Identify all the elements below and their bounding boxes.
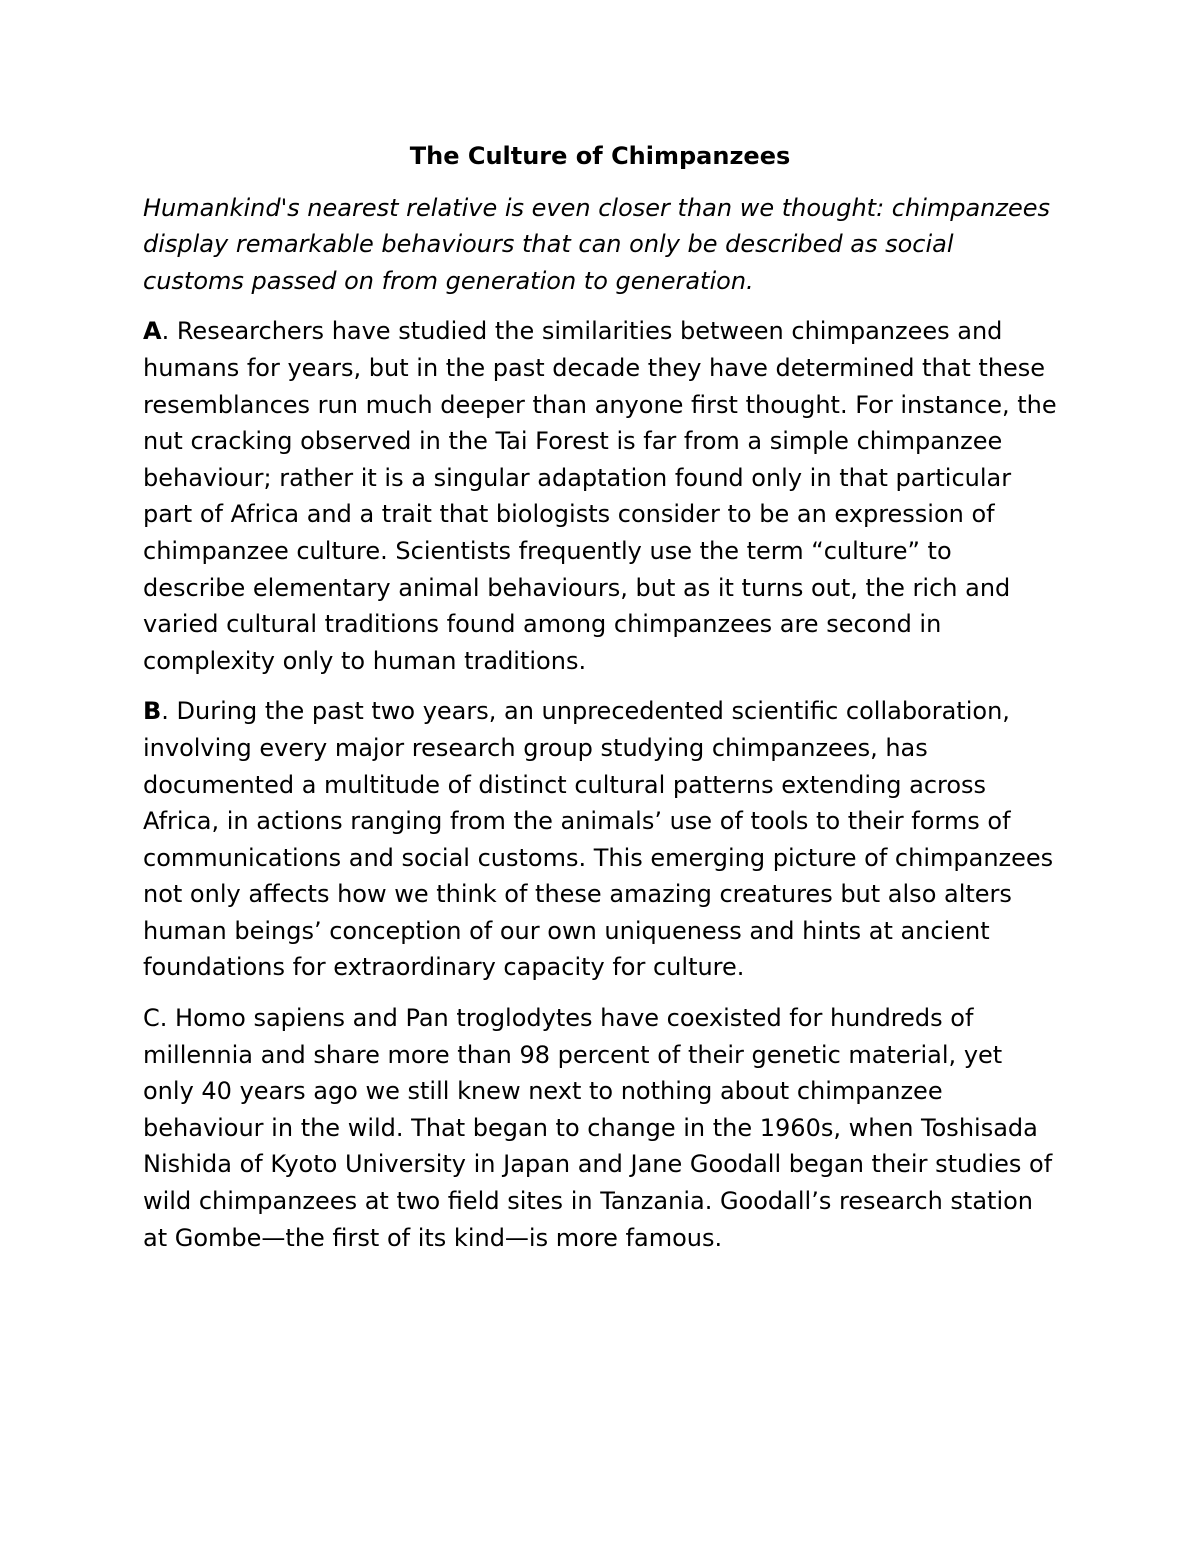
- paragraph-c-text: . Homo sapiens and Pan troglodytes have coexisted for hundreds of millennia and share more than 98 percent of their genetic material, yet only 40 years ago we still knew next to nothing about chimpanzee behaviour in the wild. That began to change in the 1960s, when Toshisada Nishida of Kyoto University in Japan and Jane Goodall began their studies of wild chimpanzees at two field sites in Tanzania. Goodall’s research station at Gombe—the first of its kind—is more famous.: [143, 1004, 1053, 1252]
- paragraph-a-letter: A: [143, 317, 162, 346]
- paragraph-b-letter: B: [143, 697, 162, 726]
- intro-paragraph: Humankind's nearest relative is even closer than we thought: chimpanzees display remarkable behaviours that can only be described as social customs passed on from generation to generation.: [143, 193, 1051, 295]
- paragraph-a: [143, 313, 1057, 679]
- paragraph-a-text: . Researchers have studied the similarities between chimpanzees and humans for years, but in the past decade they have determined that these resemblances run much deeper than anyone first thought. For instance, the nut cracking observed in the Tai Forest is far from a simple chimpanzee behaviour; rather it is a singular adaptation found only in that particular part of Africa and a trait that biologists consider to be an expression of chimpanzee culture. Scientists frequently use the term “culture” to describe elementary animal behaviours, but as it turns out, the rich and varied cultural traditions found among chimpanzees are second in complexity only to human traditions.: [143, 317, 1057, 675]
- paragraph-b: [143, 693, 1057, 986]
- paragraph-b-text: . During the past two years, an unprecedented scientific collaboration, involving every major research group studying chimpanzees, has documented a multitude of distinct cultural patterns extending across Africa, in actions ranging from the animals’ use of tools to their forms of communications and social customs. This emerging picture of chimpanzees not only affects how we think of these amazing creatures but also alters human beings’ conception of our own uniqueness and hints at ancient foundations for extraordinary capacity for culture.: [143, 697, 1054, 982]
- document-title: The Culture of Chimpanzees: [409, 142, 791, 170]
- paragraph-c-letter: C: [143, 1004, 160, 1033]
- paragraph-c: [143, 1000, 1057, 1256]
